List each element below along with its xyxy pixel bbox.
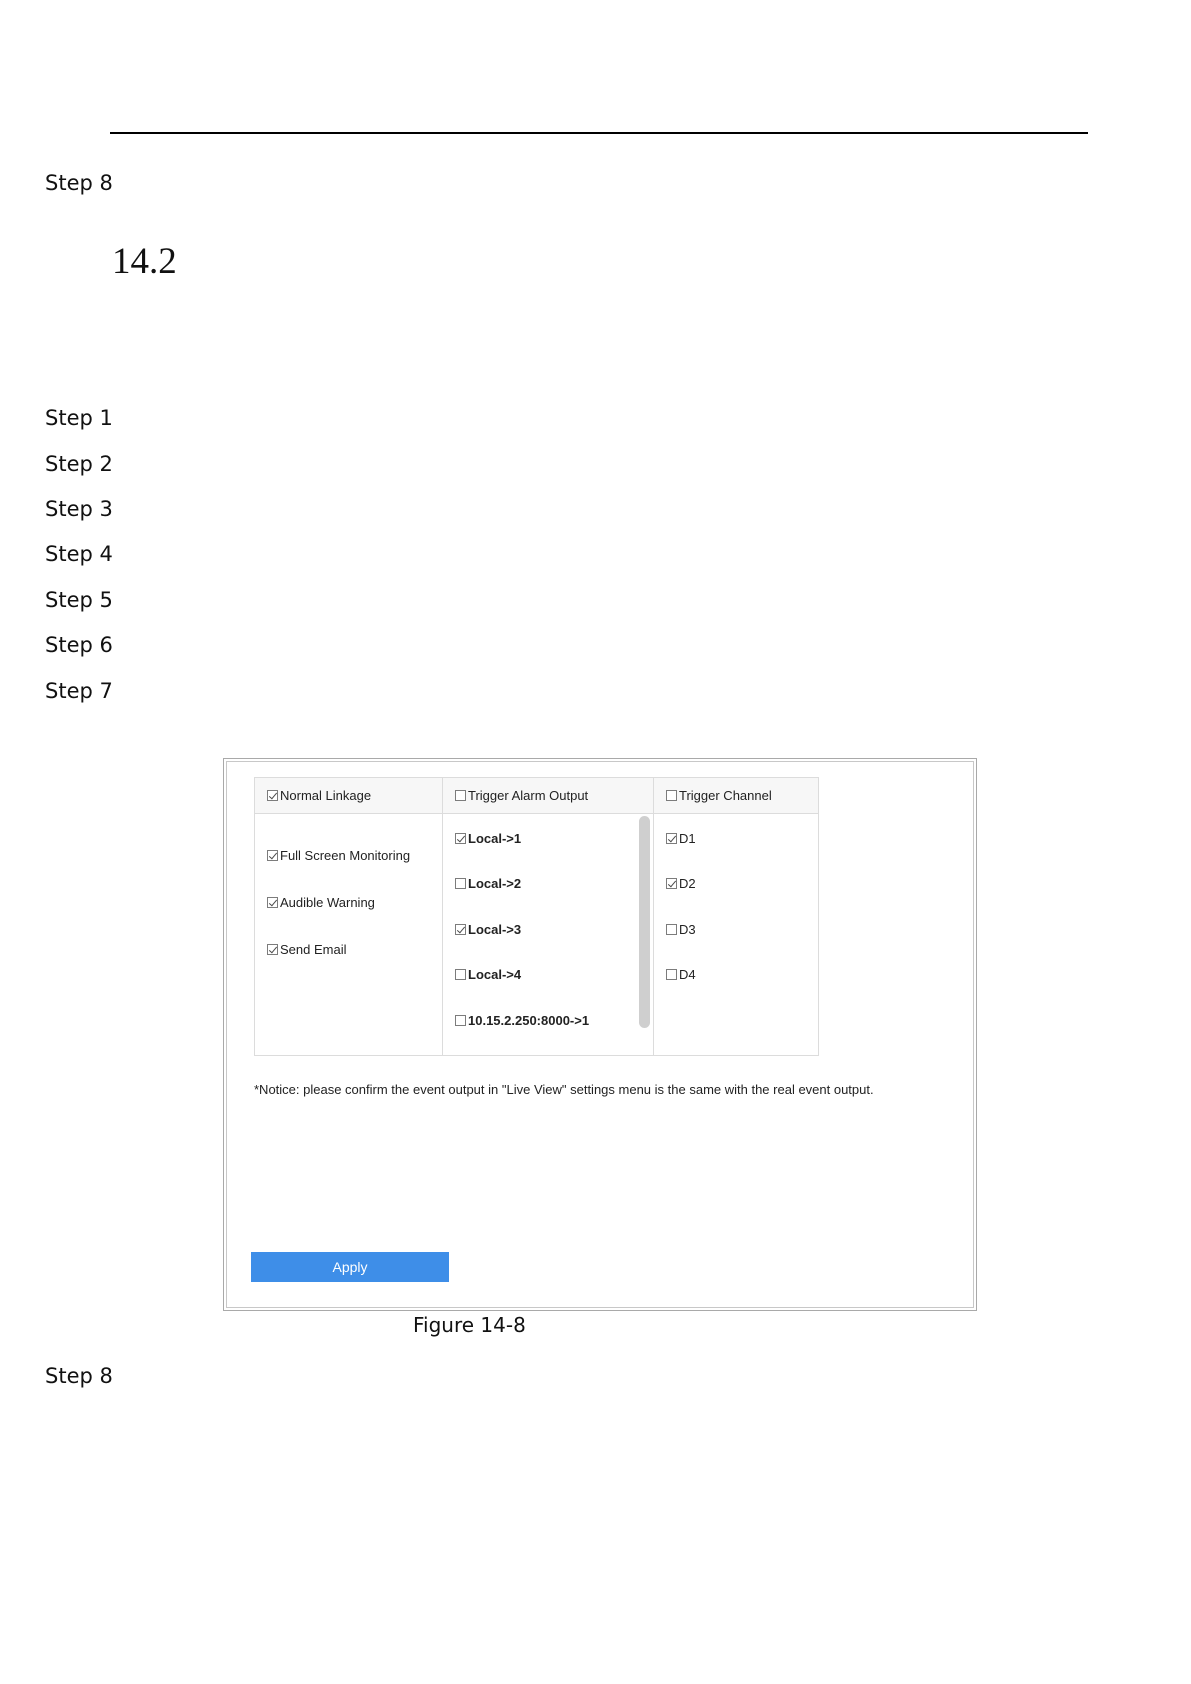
option-label: Audible Warning — [280, 895, 375, 910]
channel-checkbox[interactable] — [666, 969, 677, 980]
channel-item[interactable] — [666, 876, 696, 891]
step-label: Step 8 — [45, 1364, 113, 1388]
channel-checkbox[interactable] — [666, 924, 677, 935]
step-label: Step 8 — [45, 171, 113, 195]
step-label: Step 3 — [45, 497, 113, 521]
normal-linkage-header-label: Normal Linkage — [280, 788, 372, 803]
alarm-output-item[interactable] — [455, 876, 521, 891]
alarm-output-scrollbar[interactable] — [639, 816, 650, 1028]
option-label: Local->4 — [468, 967, 522, 982]
notice-text: *Notice: please confirm the event output in "Live View" settings menu is the same with the real event output. — [254, 1082, 874, 1097]
linkage-settings-panel — [226, 761, 974, 1308]
figure-caption: Figure 14-8 — [413, 1313, 526, 1337]
trigger-alarm-output-column — [442, 777, 654, 1056]
trigger-channel-header[interactable] — [654, 778, 818, 814]
alarm-output-checkbox[interactable] — [455, 924, 466, 935]
option-label: D3 — [679, 922, 696, 937]
trigger-alarm-output-checkbox[interactable] — [455, 790, 466, 801]
audible-warning-option[interactable] — [267, 895, 375, 910]
option-label: Full Screen Monitoring — [280, 848, 411, 863]
send-email-checkbox[interactable] — [267, 944, 278, 955]
audible-warning-checkbox[interactable] — [267, 897, 278, 908]
option-label: Send Email — [280, 942, 347, 957]
send-email-option[interactable] — [267, 942, 346, 957]
channel-checkbox[interactable] — [666, 878, 677, 889]
channel-checkbox[interactable] — [666, 833, 677, 844]
option-label: Local->1 — [468, 831, 522, 846]
trigger-channel-checkbox[interactable] — [666, 790, 677, 801]
full-screen-monitoring-checkbox[interactable] — [267, 850, 278, 861]
linkage-settings-screenshot — [223, 758, 977, 1311]
trigger-channel-header-label: Trigger Channel — [679, 788, 772, 803]
trigger-alarm-output-header-label: Trigger Alarm Output — [468, 788, 589, 803]
alarm-output-checkbox[interactable] — [455, 969, 466, 980]
alarm-output-item[interactable] — [455, 967, 521, 982]
step-label: Step 2 — [45, 452, 113, 476]
option-label: D1 — [679, 831, 696, 846]
step-label: Step 7 — [45, 679, 113, 703]
channel-item[interactable] — [666, 922, 696, 937]
full-screen-monitoring-option[interactable] — [267, 848, 410, 863]
step-label: Step 4 — [45, 542, 113, 566]
option-label: Local->2 — [468, 876, 522, 891]
step-label: Step 5 — [45, 588, 113, 612]
option-label: Local->3 — [468, 922, 522, 937]
trigger-channel-column — [653, 777, 819, 1056]
normal-linkage-column — [254, 777, 443, 1056]
channel-item[interactable] — [666, 967, 696, 982]
normal-linkage-checkbox[interactable] — [267, 790, 278, 801]
alarm-output-checkbox[interactable] — [455, 833, 466, 844]
trigger-alarm-output-header[interactable] — [443, 778, 653, 814]
option-label: D4 — [679, 967, 696, 982]
alarm-output-item[interactable] — [455, 831, 521, 846]
alarm-output-item[interactable] — [455, 1013, 589, 1028]
option-label: 10.15.2.250:8000->1 — [468, 1013, 590, 1028]
alarm-output-item[interactable] — [455, 922, 521, 937]
channel-item[interactable] — [666, 831, 696, 846]
step-label: Step 6 — [45, 633, 113, 657]
normal-linkage-header[interactable] — [255, 778, 442, 814]
step-label: Step 1 — [45, 406, 113, 430]
header-rule — [110, 132, 1088, 134]
alarm-output-checkbox[interactable] — [455, 878, 466, 889]
alarm-output-checkbox[interactable] — [455, 1015, 466, 1026]
section-number: 14.2 — [112, 241, 177, 282]
option-label: D2 — [679, 876, 696, 891]
apply-button[interactable]: Apply — [251, 1252, 449, 1282]
